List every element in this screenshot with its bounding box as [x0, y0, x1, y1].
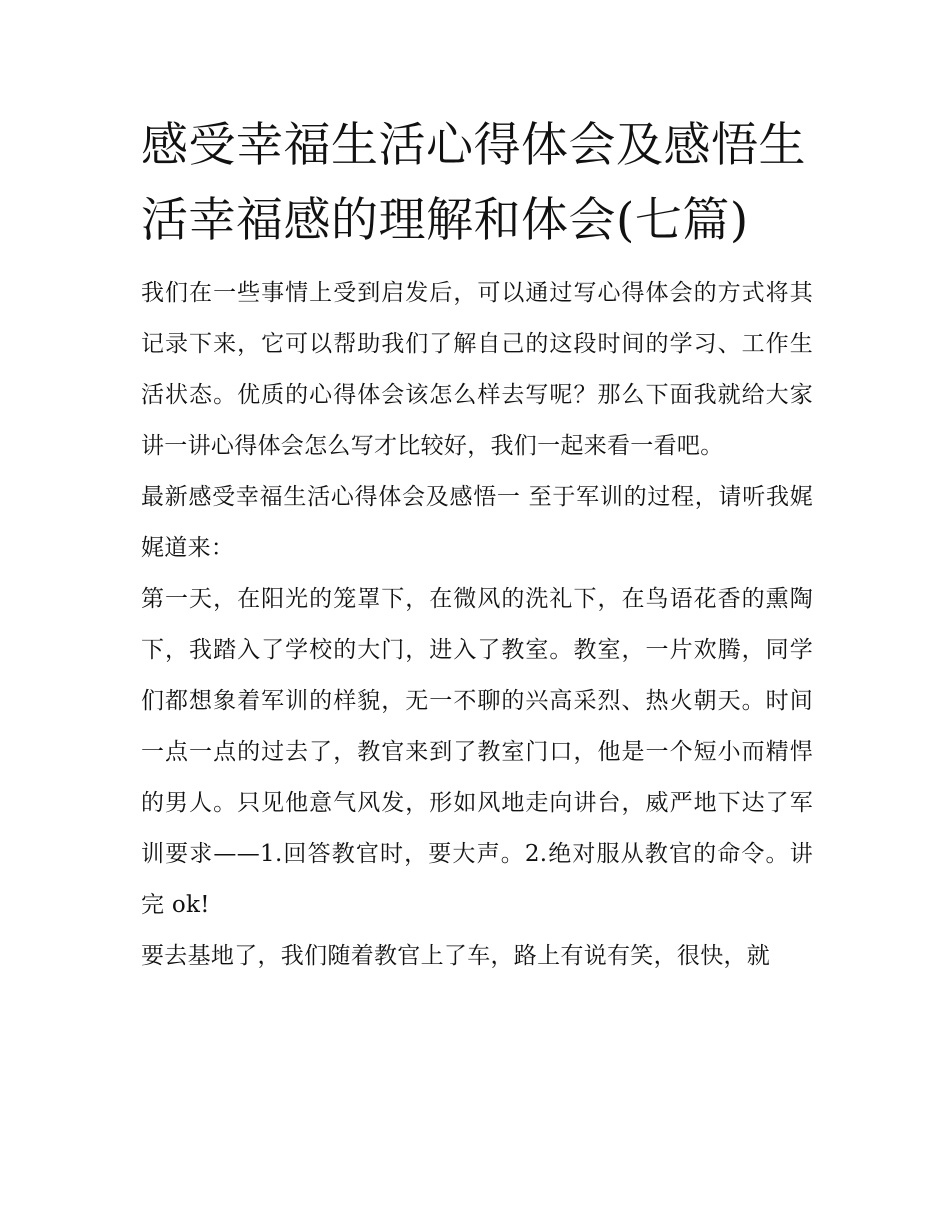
- title-block: [141, 108, 813, 258]
- paragraph-intro: 我们在一些事情上受到启发后，可以通过写心得体会的方式将其记录下来，它可以帮助我们了解自己的这段时间的学习、工作生活状态。优质的心得体会该怎么样去写呢？那么下面我就给大家讲一讲心得体会怎么写才比较好，我们一起来看一看吧。: [141, 280, 813, 459]
- paragraph-to-base: 要去基地了，我们随着教官上了车，路上有说有笑，很快，就: [141, 943, 771, 969]
- document-page: [141, 108, 813, 982]
- document-title: 感受幸福生活心得体会及感悟生活幸福感的理解和体会(七篇): [141, 118, 806, 248]
- paragraph-section-one: 最新感受幸福生活心得体会及感悟一 至于军训的过程，请听我娓娓道来：: [141, 484, 813, 561]
- paragraph-first-day: 第一天，在阳光的笼罩下，在微风的洗礼下，在鸟语花香的熏陶下，我踏入了学校的大门，进入了教室。教室，一片欢腾，同学们都想象着军训的样貌，无一不聊的兴高采烈、热火朝天。时间一点一点的过去了，教官来到了教室门口，他是一个短小而精悍的男人。只见他意气风发，形如风地走向讲台，威严地下达了军训要求——1.回答教官时，要大声。2.绝对服从教官的命令。讲完 ok!: [141, 586, 813, 918]
